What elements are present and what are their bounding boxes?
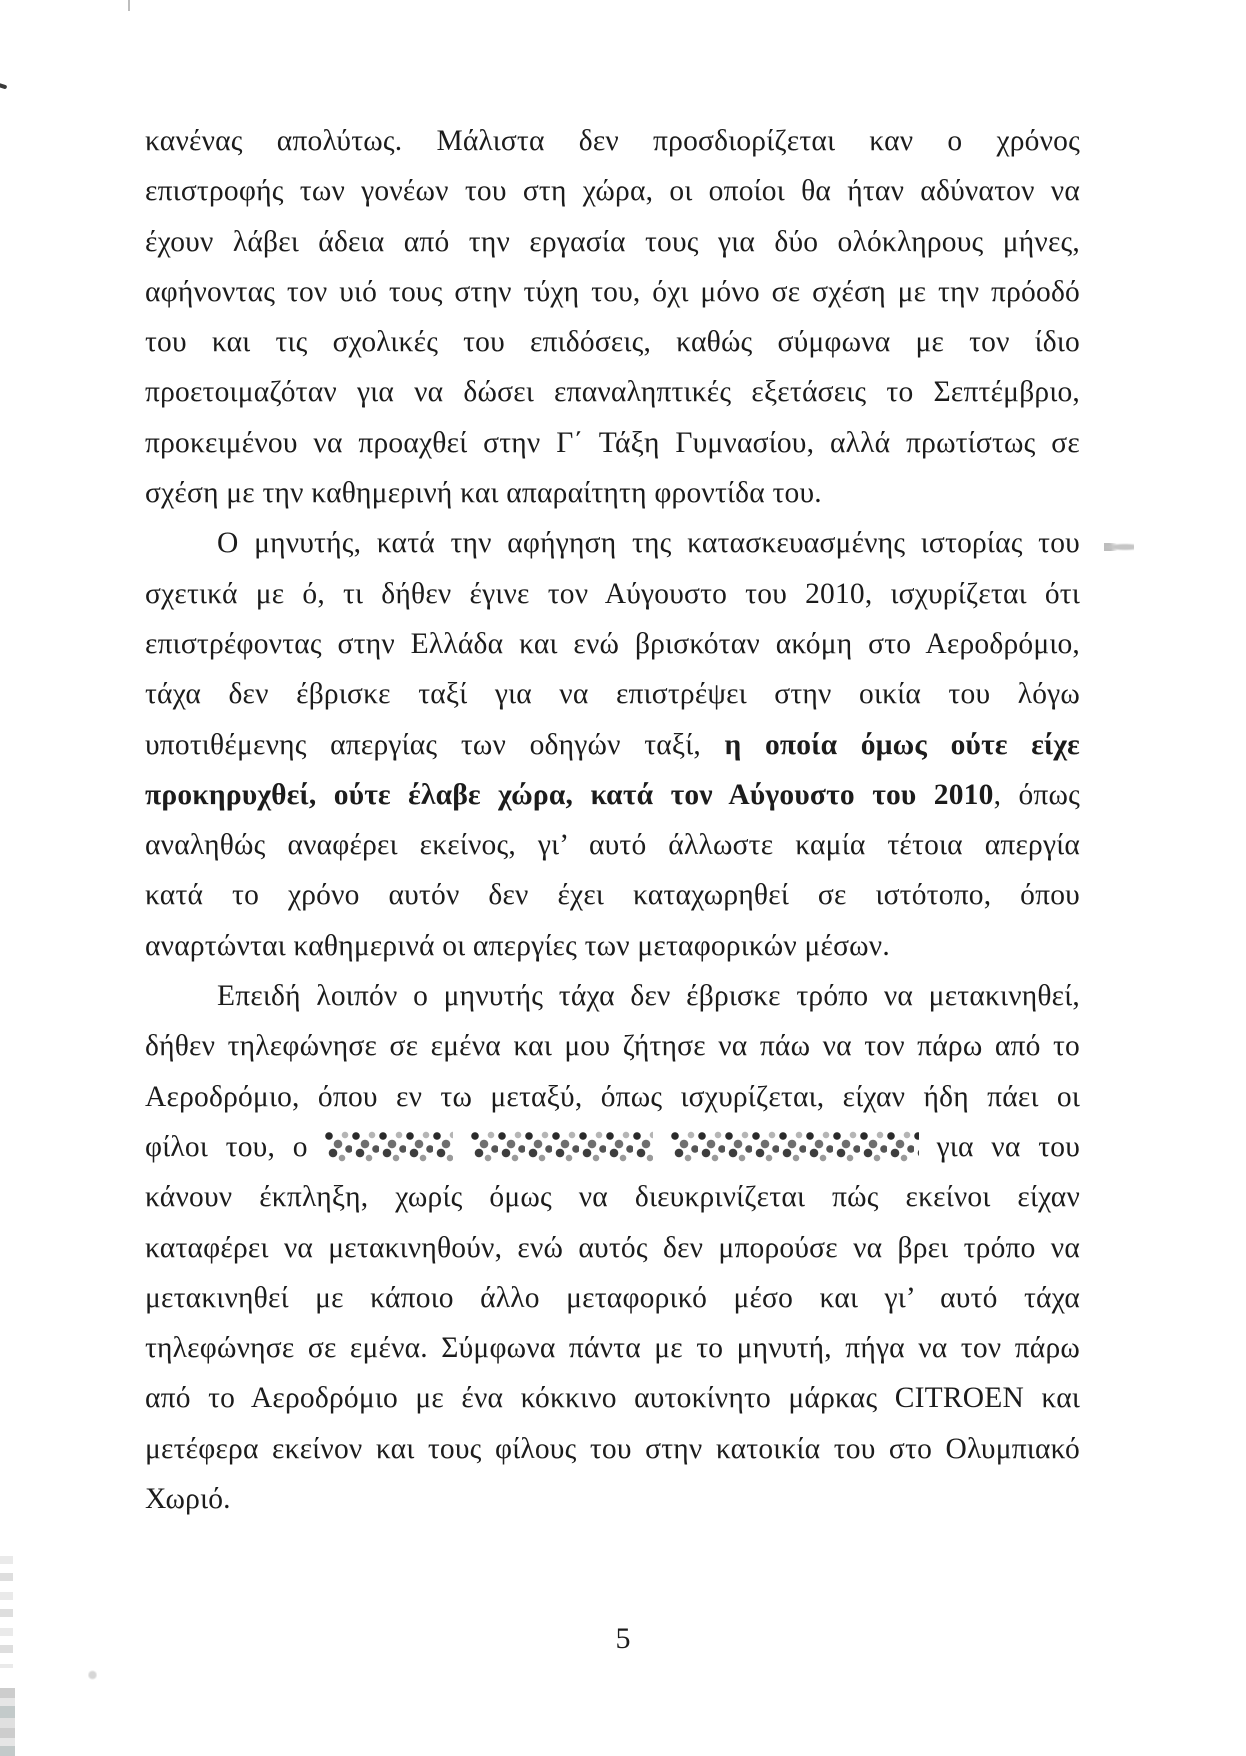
body-text: δήθεν τηλεφώνησε σε εμένα και μου ζήτησε να πάω να τον πάρω από το [145, 1030, 1080, 1063]
text-line [145, 720, 1080, 770]
text-line [145, 418, 1080, 468]
body-text: φίλοι του, ο [145, 1130, 326, 1163]
scan-edge-streaks-lower [0, 1688, 15, 1756]
body-text: Αεροδρόμιο, όπου εν τω μεταξύ, όπως ισχυρίζεται, είχαν ήδη πάει οι [145, 1080, 1080, 1113]
body-text: , όπως [993, 778, 1080, 811]
body-text: αναρτώνται καθημερινά οι απεργίες των μεταφορικών μέσων. [145, 929, 890, 962]
body-text: αφήνοντας τον υιό τους στην τύχη του, όχι μόνο σε σχέση με την πρόοδό [145, 275, 1080, 308]
text-line [145, 870, 1080, 920]
text-line [145, 1273, 1080, 1323]
body-text: για να του [918, 1130, 1080, 1163]
text-line [145, 518, 1080, 568]
document-text [145, 116, 1080, 1524]
body-text: σχετικά με ό, τι δήθεν έγινε τον Αύγουστο του 2010, ισχυρίζεται ότι [145, 577, 1080, 610]
body-text: υποτιθέμενης απεργίας των οδηγών ταξί, [145, 728, 725, 761]
text-line [145, 1122, 1080, 1172]
text-line [145, 367, 1080, 417]
text-line [145, 468, 1080, 518]
text-line [145, 1323, 1080, 1373]
text-line [145, 166, 1080, 216]
body-text: καταφέρει να μετακινηθούν, ενώ αυτός δεν μπορούσε να βρει τρόπο να [145, 1231, 1080, 1264]
body-text: Χωριό. [145, 1483, 231, 1516]
body-text: επιστρέφοντας στην Ελλάδα και ενώ βρισκόταν ακόμη στο Αεροδρόμιο, [145, 627, 1080, 660]
pixelated-redaction [325, 1131, 918, 1163]
text-line [145, 1072, 1080, 1122]
scan-top-tick [128, 0, 130, 11]
body-text: κανένας απολύτως. Μάλιστα δεν προσδιορίζεται καν ο χρόνος [145, 125, 1080, 157]
text-line [145, 921, 1080, 971]
text-line [145, 1223, 1080, 1273]
body-text: σχέση με την καθημερινή και απαραίτητη φροντίδα του. [145, 477, 822, 510]
body-text: μετακινηθεί με κάποιο άλλο μεταφορικό μέσο και γι’ αυτό τάχα [145, 1281, 1080, 1314]
text-line [145, 1474, 1080, 1524]
text-line [145, 1424, 1080, 1474]
text-line [145, 217, 1080, 267]
redaction-chip [471, 1130, 653, 1163]
text-line [145, 116, 1080, 166]
text-line [145, 1021, 1080, 1071]
body-text: μετέφερα εκείνον και τους φίλους του στην κατοικία του στο Ολυμπιακό [145, 1432, 1080, 1465]
body-text: προετοιμαζόταν για να δώσει επαναληπτικές εξετάσεις το Σεπτέμβριο, [145, 376, 1080, 409]
text-line [145, 619, 1080, 669]
body-text: προκειμένου να προαχθεί στην Γ΄ Τάξη Γυμνασίου, αλλά πρωτίστως σε [145, 426, 1080, 459]
body-text: έχουν λάβει άδεια από την εργασία τους για δύο ολόκληρους μήνες, [145, 225, 1080, 258]
text-line [145, 1373, 1080, 1423]
redaction-chip [671, 1130, 919, 1163]
text-line [145, 669, 1080, 719]
body-text: κάνουν έκπληξη, χωρίς όμως να διευκρινίζεται πώς εκείνοι είχαν [145, 1181, 1080, 1214]
scan-edge-mark [0, 83, 7, 90]
text-line [145, 770, 1080, 820]
body-text: από το Αεροδρόμιο με ένα κόκκινο αυτοκίνητο μάρκας CITROEN και [145, 1382, 1080, 1415]
scan-faint-dot [88, 1670, 97, 1680]
body-text: Επειδή λοιπόν ο μηνυτής τάχα δεν έβρισκε τρόπο να μετακινηθεί, [217, 980, 1080, 1013]
scan-smudge [1104, 543, 1134, 551]
page-number: 5 [615, 1622, 631, 1655]
body-text: του και τις σχολικές του επιδόσεις, καθώς σύμφωνα με τον ίδιο [145, 326, 1080, 359]
text-line [145, 971, 1080, 1021]
text-line [145, 569, 1080, 619]
body-text: τάχα δεν έβρισκε ταξί για να επιστρέψει στην οικία του λόγω [145, 678, 1080, 711]
body-text: τηλεφώνησε σε εμένα. Σύμφωνα πάντα με το μηνυτή, πήγα να τον πάρω [145, 1332, 1080, 1365]
emphasized-text: η οποία όμως ούτε είχε [724, 728, 1080, 761]
body-text: αναληθώς αναφέρει εκείνος, γι’ αυτό άλλωστε καμία τέτοια απεργία [145, 829, 1080, 862]
body-text: Ο μηνυτής, κατά την αφήγηση της κατασκευασμένης ιστορίας του [217, 527, 1080, 560]
text-line [145, 267, 1080, 317]
body-text: κατά το χρόνο αυτόν δεν έχει καταχωρηθεί σε ιστότοπο, όπου [145, 879, 1080, 912]
text-line [145, 1172, 1080, 1222]
redaction-chip [325, 1130, 453, 1163]
text-line [145, 820, 1080, 870]
emphasized-text: προκηρυχθεί, ούτε έλαβε χώρα, κατά τον Αύγουστο του 2010 [145, 778, 994, 811]
body-text: επιστροφής των γονέων του στη χώρα, οι οποίοι θα ήταν αδύνατον να [145, 175, 1080, 208]
text-line [145, 317, 1080, 367]
